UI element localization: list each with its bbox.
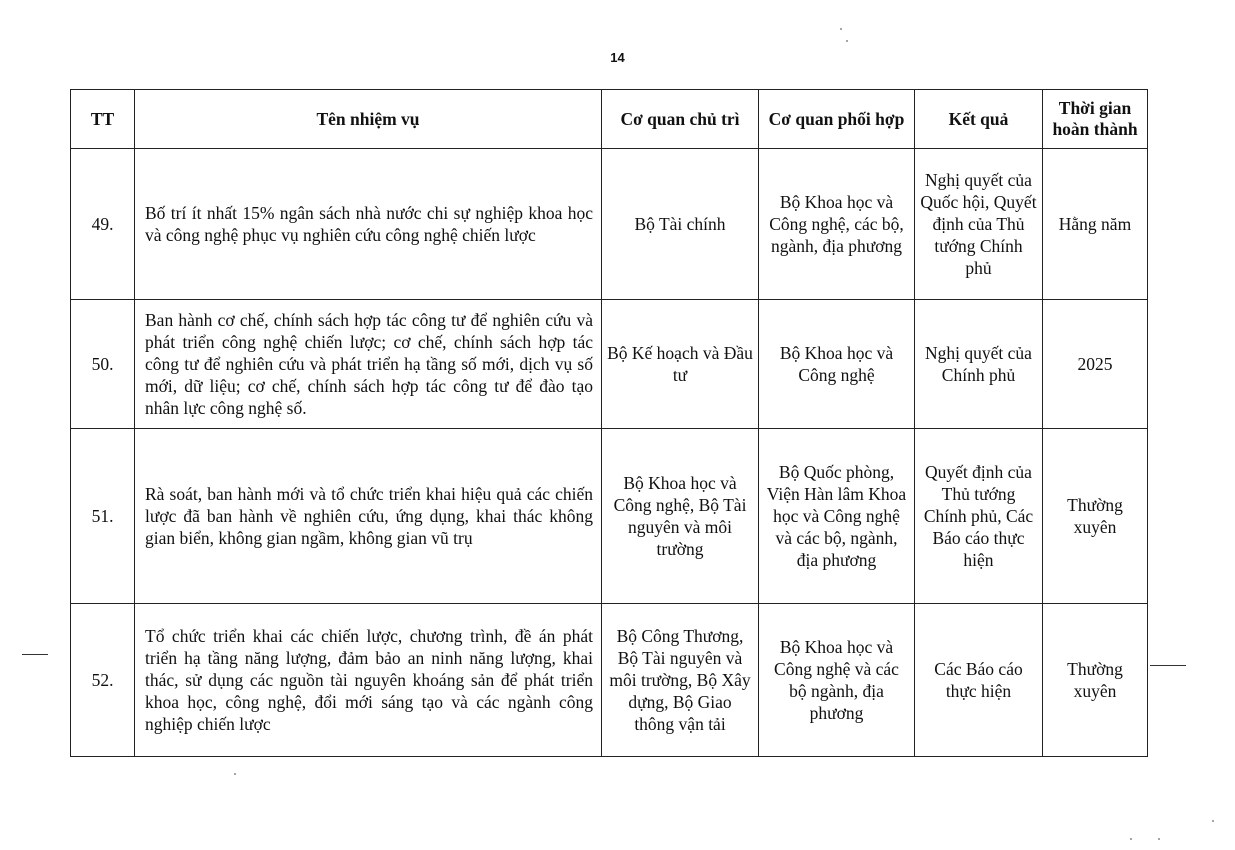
scan-speck [1212, 820, 1214, 822]
cell-deadline: Thường xuyên [1043, 429, 1148, 604]
cell-lead: Bộ Kế hoạch và Đầu tư [602, 300, 759, 429]
header-coordinating-agency: Cơ quan phối hợp [759, 90, 915, 149]
cell-deadline: 2025 [1043, 300, 1148, 429]
cell-deadline: Thường xuyên [1043, 604, 1148, 757]
cell-coordinate: Bộ Khoa học và Công nghệ [759, 300, 915, 429]
cell-coordinate: Bộ Khoa học và Công nghệ và các bộ ngành, địa phương [759, 604, 915, 757]
scan-speck [840, 28, 842, 30]
cell-lead: Bộ Khoa học và Công nghệ, Bộ Tài nguyên và môi trường [602, 429, 759, 604]
scan-speck [1158, 838, 1160, 840]
header-deadline: Thời gian hoàn thành [1043, 90, 1148, 149]
cell-task: Rà soát, ban hành mới và tổ chức triển khai hiệu quả các chiến lược đã ban hành về nghiên cứu, ứng dụng, khai thác không gian biển, không gian ngầm, không gian vũ trụ [135, 429, 602, 604]
cell-task: Tổ chức triển khai các chiến lược, chương trình, đề án phát triển hạ tầng năng lượng, đảm bảo an ninh năng lượng, khai thác, sử dụng các nguồn tài nguyên khoáng sản để phát triển khoa học, công nghệ, đổi mới sáng tạo và các ngành công nghiệp chiến lược [135, 604, 602, 757]
table-row [71, 429, 1148, 604]
header-lead-agency: Cơ quan chủ trì [602, 90, 759, 149]
cell-lead: Bộ Tài chính [602, 149, 759, 300]
task-table [70, 89, 1148, 757]
cell-deadline: Hằng năm [1043, 149, 1148, 300]
cell-result: Nghị quyết của Quốc hội, Quyết định của Thủ tướng Chính phủ [915, 149, 1043, 300]
header-result: Kết quả [915, 90, 1043, 149]
page-number: 14 [610, 50, 625, 65]
cell-result: Nghị quyết của Chính phủ [915, 300, 1043, 429]
table-row [71, 149, 1148, 300]
cell-tt: 52. [71, 604, 135, 757]
table-row [71, 604, 1148, 757]
right-margin-mark [1150, 665, 1186, 666]
cell-result: Quyết định của Thủ tướng Chính phủ, Các Báo cáo thực hiện [915, 429, 1043, 604]
cell-tt: 49. [71, 149, 135, 300]
cell-result: Các Báo cáo thực hiện [915, 604, 1043, 757]
scan-speck [1130, 838, 1132, 840]
table-row [71, 300, 1148, 429]
header-tt: TT [71, 90, 135, 149]
cell-coordinate: Bộ Khoa học và Công nghệ, các bộ, ngành, địa phương [759, 149, 915, 300]
scan-speck [846, 40, 848, 42]
header-task-name: Tên nhiệm vụ [135, 90, 602, 149]
cell-lead: Bộ Công Thương, Bộ Tài nguyên và môi trường, Bộ Xây dựng, Bộ Giao thông vận tải [602, 604, 759, 757]
cell-coordinate: Bộ Quốc phòng, Viện Hàn lâm Khoa học và Công nghệ và các bộ, ngành, địa phương [759, 429, 915, 604]
cell-tt: 50. [71, 300, 135, 429]
cell-tt: 51. [71, 429, 135, 604]
cell-task: Bố trí ít nhất 15% ngân sách nhà nước chi sự nghiệp khoa học và công nghệ phục vụ nghiên cứu công nghệ chiến lược [135, 149, 602, 300]
left-margin-mark [22, 654, 48, 655]
scan-speck [234, 773, 236, 775]
header-row [71, 90, 1148, 149]
cell-task: Ban hành cơ chế, chính sách hợp tác công tư để nghiên cứu và phát triển công nghệ chiến lược; cơ chế, chính sách hợp tác công tư để nghiên cứu và phát triển hạ tầng số mới, dịch vụ số mới, dữ liệu; cơ chế, chính sách hợp tác công tư để đào tạo nhân lực công nghệ số. [135, 300, 602, 429]
